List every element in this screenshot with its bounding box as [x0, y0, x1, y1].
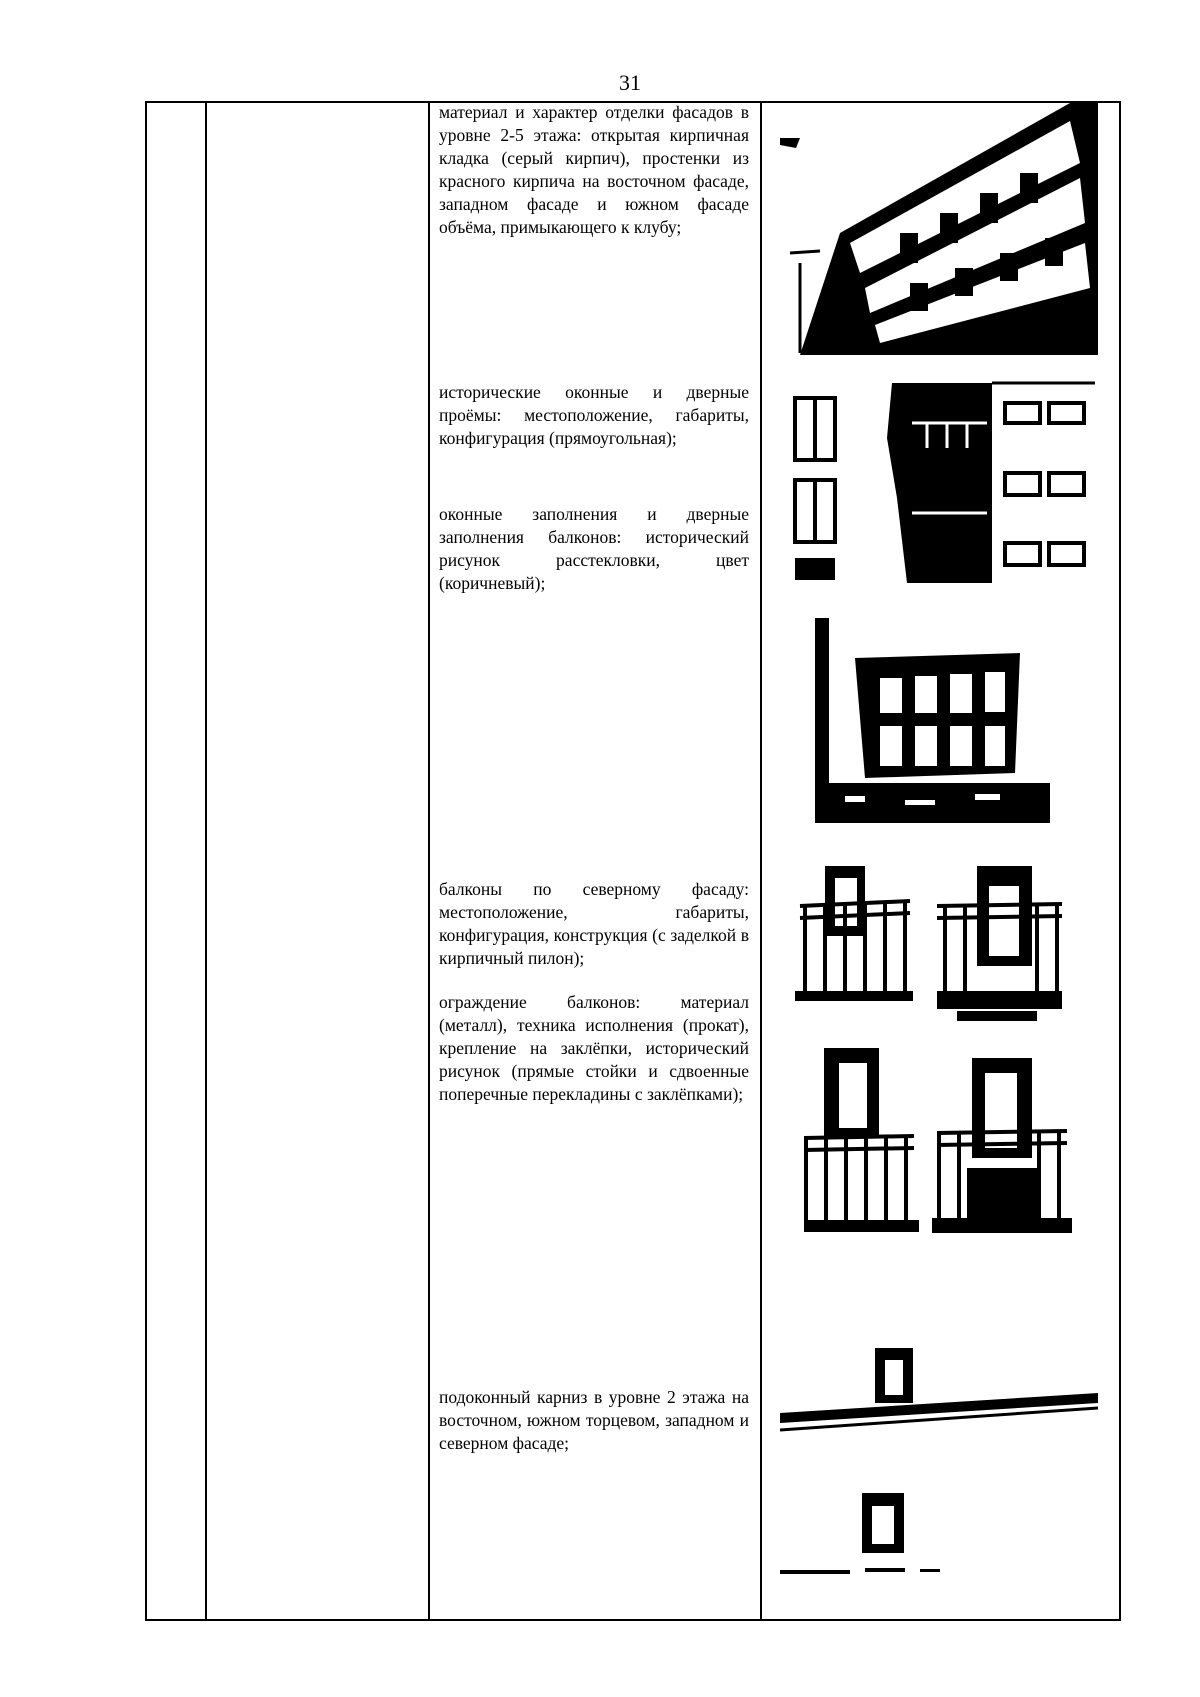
feature-text-facade-finish: материал и характер отделки фасадов в уровне 2-5 этажа: открытая кирпичная кладка (серый кирпич), простенки из красного кирпича на восточном фасаде, западном фасаде и южном фасаде объёма, примыкающего к клубу; [439, 102, 749, 237]
feature-text-window-fillings: оконные заполнения и дверные заполнения балконов: исторический рисунок расстекловки, цвет (коричневый); [439, 504, 749, 593]
balcony-photo [937, 866, 1062, 1026]
feature-text-openings: исторические оконные и дверные проёмы: местоположение, габариты, конфигурация (прямоугольная); [439, 382, 749, 448]
feature-text-balcony-railing: ограждение балконов: материал (металл), техника исполнения (прокат), крепление на заклёпки, исторический рисунок (прямые стойки и сдвоенные поперечные перекладины с заклёпками); [439, 992, 749, 1104]
page-number: 31 [619, 70, 641, 95]
balcony-photo [784, 1048, 919, 1248]
balcony-photo [795, 866, 913, 1026]
column-divider [205, 103, 207, 1619]
cornice-photo [780, 1348, 1098, 1578]
window-detail-photo [815, 618, 1050, 823]
balcony-photo [927, 1048, 1072, 1248]
column-divider [760, 103, 762, 1619]
feature-text-balconies: балконы по северному фасаду: местоположение, габариты, конфигурация, конструкция (с заделкой в кирпичный пилон); [439, 879, 749, 968]
windows-balcony-photo [787, 378, 1095, 583]
column-divider [428, 103, 430, 1619]
facade-photo [780, 103, 1098, 355]
features-table [145, 101, 1121, 1621]
feature-text-cornice: подоконный карниз в уровне 2 этажа на восточном, южном торцевом, западном и северном фасаде; [439, 1387, 749, 1453]
